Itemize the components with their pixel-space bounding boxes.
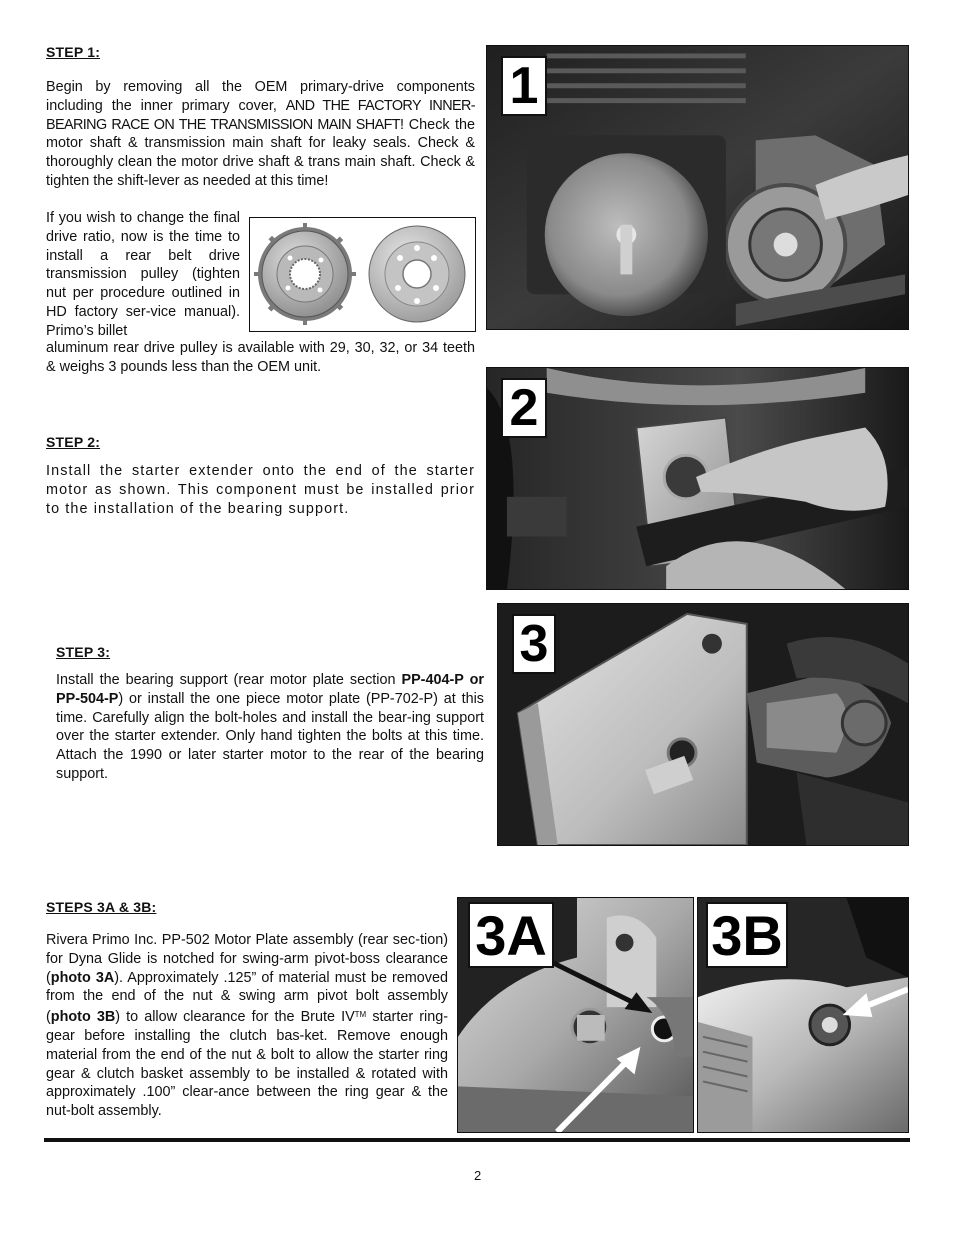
step1-pulley-tail: aluminum rear drive pulley is available with 29, 30, 32, or 34 teeth & weighs 3 pounds less than the OEM unit. — [46, 340, 475, 375]
photo-1-label: 1 — [501, 56, 547, 116]
steps3ab-text-3: ) to allow clearance for the Brute IV — [115, 1009, 355, 1026]
step3-text-b: ) or install the one piece motor plate (PP-702-P) at this time. Carefully align the bolt-holes and install the bear-ing support over the starter extender. Only hand tighten the bolts at this time. Attach the 1990 or later starter motor to the rear of the bearing support. — [56, 690, 484, 782]
steps3ab-paragraph — [46, 931, 448, 1121]
step1-text-a: Begin by removing all the OEM primary-drive components including the inner primary cover, — [46, 79, 475, 114]
step3-paragraph — [56, 671, 484, 784]
photo-2-label: 2 — [501, 378, 547, 438]
page-number: 2 — [474, 1168, 482, 1183]
step3-text-a: Install the bearing support (rear motor plate section — [56, 672, 402, 688]
pulley-images — [250, 218, 474, 330]
photo-3 — [497, 603, 909, 846]
steps3ab-heading: STEPS 3A & 3B: — [46, 899, 157, 915]
toothed-pulley — [254, 223, 356, 325]
step1-text-c: Check the motor shaft & transmission main shaft for leaky seals. Check & thoroughly clean the motor drive shaft & trans main shaft. Check & tighten the shift-lever as needed at this time! — [46, 116, 475, 189]
steps3ab-photo3a-ref: photo 3A — [50, 969, 115, 986]
trademark-mark: TM — [354, 1010, 367, 1020]
photo-1-image — [487, 46, 908, 329]
photo-3-image — [498, 604, 908, 845]
step2-heading: STEP 2: — [46, 434, 101, 450]
photo-3a-label: 3A — [468, 902, 554, 968]
step1-heading: STEP 1: — [46, 44, 101, 60]
step1-text-caps: AND THE FACTORY INNER-BEARING RACE ON THE TRANSMISSION MAIN SHAFT! — [46, 97, 475, 133]
smooth-pulley — [369, 226, 465, 322]
pulley-figure — [249, 217, 476, 332]
steps3ab-text-1: Rivera Primo Inc. PP-502 Motor Plate assembly (rear sec-tion) for Dyna Glide is notched for swing-arm pivot-boss clearance ( — [46, 932, 448, 986]
photo-3a — [457, 897, 694, 1133]
photo-3b-label: 3B — [706, 902, 788, 968]
photo-2 — [486, 367, 909, 590]
photo-2-image — [487, 368, 908, 589]
steps3ab-photo3b-ref: photo 3B — [50, 1009, 116, 1026]
photo-3b — [697, 897, 909, 1133]
photo-3-label: 3 — [512, 614, 556, 674]
step1-pulley-paragraph: If you wish to change the final drive ratio, now is the time to install a rear belt drive transmission pulley (tighten nut per procedure outlined in HD factory ser-vice manual). Primo’s billet — [46, 210, 240, 339]
photo-1 — [486, 45, 909, 330]
step3-heading: STEP 3: — [56, 644, 111, 660]
step2-paragraph: Install the starter extender onto the end of the starter motor as shown. This component must be installed prior to the installation of the bearing support. — [46, 463, 475, 517]
step3-part-numbers: PP-404-P or PP-504-P — [56, 672, 484, 707]
steps3ab-text-4: starter ring-gear before installing the clutch bas-ket. Remove enough material from the end of the nut & bolt to allow the starter ring gear & clutch basket assembly to be installed & rotated with approximately .100” clear-ance between the ring gear & the nut-bolt assembly. — [46, 1009, 448, 1120]
step1-paragraph — [46, 78, 475, 191]
page-footer-rule — [44, 1138, 910, 1142]
steps3ab-text-2: ). Approximately .125” of material must be removed from the end of the nut & swing arm pivot bolt assembly ( — [46, 969, 448, 1026]
